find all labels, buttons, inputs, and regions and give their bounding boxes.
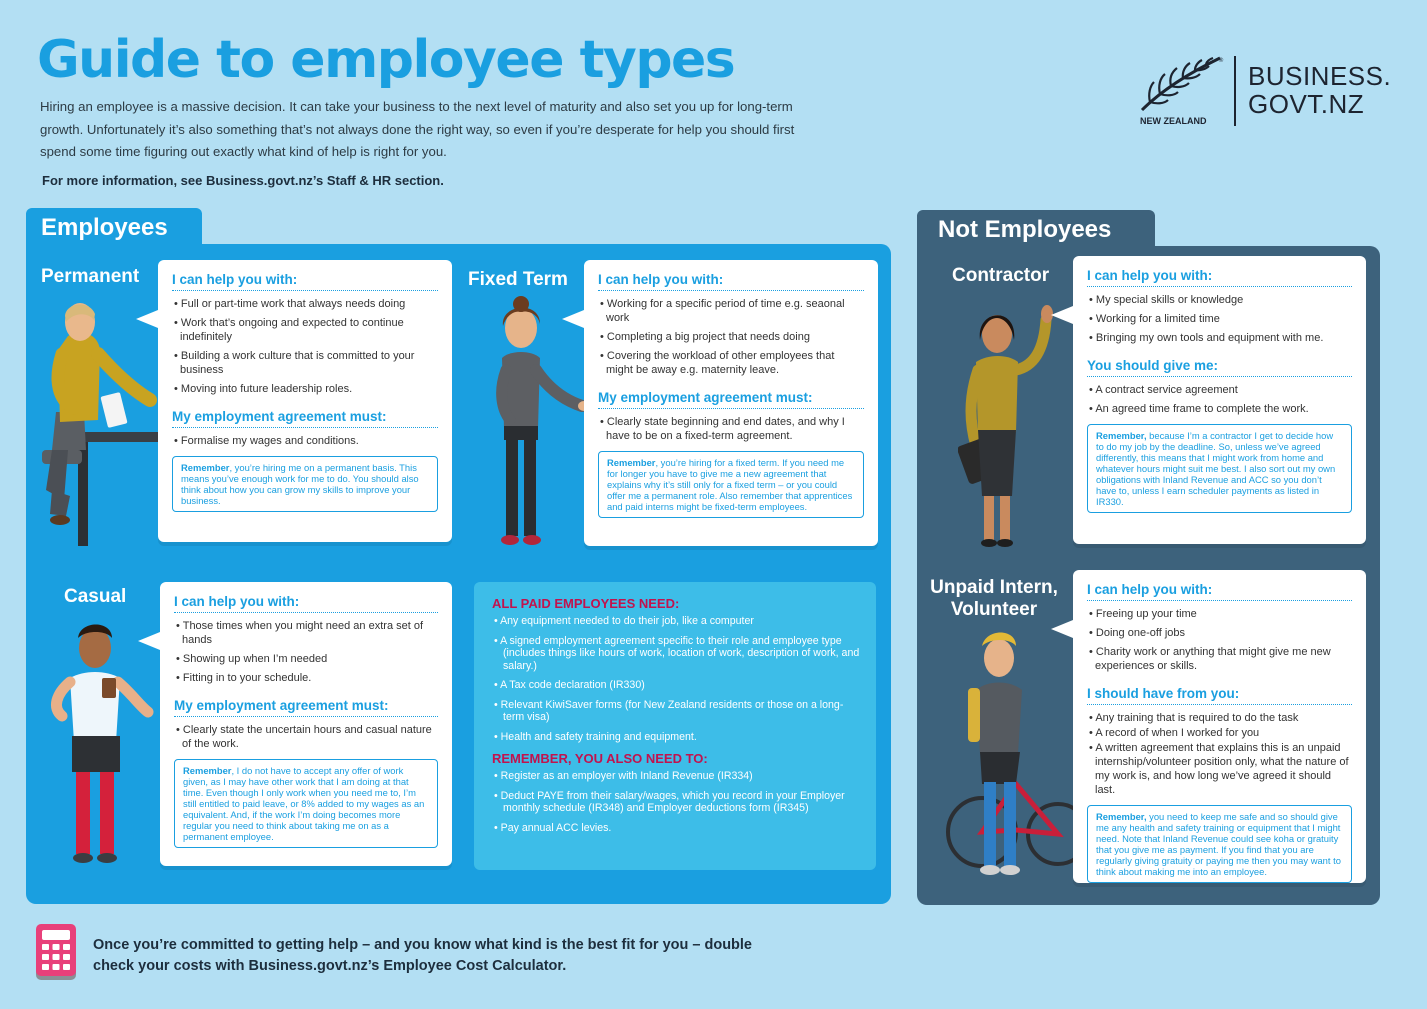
contractor-give-list (1087, 383, 1352, 416)
fixed-help-heading: I can help you with: (598, 272, 864, 291)
list-item: • Doing one-off jobs (1087, 626, 1352, 640)
fixed-term-role-title: Fixed Term (468, 269, 568, 290)
intern-role-line-1: Unpaid Intern, (930, 577, 1058, 598)
list-item: • A signed employment agreement specific to their role and employee type (includes things like hours of work, location of work, description of work, and salary.) (492, 635, 860, 673)
fixed-term-card (584, 260, 878, 546)
employees-heading: Employees (41, 214, 168, 241)
remember-label: Remember (183, 765, 232, 776)
permanent-must-list (172, 434, 438, 448)
intern-card (1073, 570, 1366, 883)
list-item: • Relevant KiwiSaver forms (for New Zealand residents or those on a long-term visa) (492, 699, 860, 724)
contractor-role-title: Contractor (952, 265, 1050, 286)
remember-label: Remember (181, 462, 230, 473)
list-item: • Register as an employer with Inland Revenue (IR334) (492, 770, 860, 783)
list-item: • A contract service agreement (1087, 383, 1352, 397)
contractor-person-illustration (958, 300, 1068, 550)
list-item: • Any training that is required to do the task (1087, 711, 1352, 725)
permanent-person-illustration (38, 300, 160, 548)
intern-person-illustration (946, 624, 1076, 880)
casual-help-list (174, 619, 438, 685)
casual-card (160, 582, 452, 866)
casual-must-heading: My employment agreement must: (174, 698, 438, 717)
list-item: • Formalise my wages and conditions. (172, 434, 438, 448)
remember-text: because I’m a contractor I get to decide how to do my job by the deadline. So, unless we’ve agreed differently, this means that I might work from home and whatever hours might suit me best. I also sort out my own obligations with Inland Revenue and ACC so you don’t have to, unless I earn scheduler payments as listed in IR330. (1096, 430, 1336, 507)
intro-paragraph: Hiring an employee is a massive decision. It can take your business to the next level of maturity and also set you up for long-term growth. Unfortunately it’s also something that’s not always done the right way, so even if you’re desperate for help you should first spend some time figuring out exactly what kind of help is right for you. (40, 99, 795, 159)
not-employees-heading: Not Employees (938, 216, 1112, 243)
fixed-must-heading: My employment agreement must: (598, 390, 864, 409)
contractor-help-heading: I can help you with: (1087, 268, 1352, 287)
permanent-help-heading: I can help you with: (172, 272, 438, 291)
permanent-role-title: Permanent (41, 266, 140, 287)
logo-line-2: GOVT.NZ (1248, 89, 1365, 119)
list-item: • Bringing my own tools and equipment with me. (1087, 331, 1352, 345)
svg-text:®: ® (1218, 57, 1224, 64)
list-item: • Working for a limited time (1087, 312, 1352, 326)
list-item: • Full or part-time work that always needs doing (172, 297, 438, 311)
intern-remember-box (1087, 805, 1352, 883)
list-item: • Any equipment needed to do their job, like a computer (492, 615, 860, 628)
remember-label: Remember (607, 457, 656, 468)
list-item: • A Tax code declaration (IR330) (492, 679, 860, 692)
casual-must-list (174, 723, 438, 751)
logo-wordmark (1248, 62, 1391, 118)
page-title: Guide to employee types (37, 30, 735, 90)
casual-remember-box (174, 759, 438, 848)
logo-line-1: BUSINESS. (1248, 61, 1392, 91)
casual-help-heading: I can help you with: (174, 594, 438, 613)
permanent-help-list (172, 297, 438, 396)
list-item: • Clearly state beginning and end dates, and why I have to be on a fixed-term agreement. (598, 415, 864, 443)
list-item: • Showing up when I’m needed (174, 652, 438, 666)
list-item: • A record of when I worked for you (1087, 726, 1352, 740)
remember-text: , I do not have to accept any offer of work given, as I may have other work that I am doing at that time. Even though I only work when you need me to, I’m still entitled to paid leave, or 8% added to my wages as an equivalent. And, if the work I’m doing becomes more regular you need to think about taking me on as a permanent employee. (183, 765, 425, 842)
footer-callout[interactable]: Once you’re committed to getting help – and you know what kind is the best fit for you – double check your costs with Business.govt.nz’s Employee Cost Calculator. (93, 937, 752, 974)
remember-text: , you’re hiring for a fixed term. If you need me for longer you have to give me a new agreement that explains why it’s still only for a fixed term – or you could offer me a permanent role. Also remember that apprentices and paid interns might be fixed-term employees. (607, 457, 853, 512)
contractor-help-list (1087, 293, 1352, 345)
fixed-term-person-illustration (488, 296, 588, 548)
list-item: • A written agreement that explains this is an unpaid internship/volunteer position only, what the nature of my work is, and how long we’ve agreed it should last. (1087, 741, 1352, 797)
fixed-help-list (598, 297, 864, 377)
logo-divider (1234, 56, 1236, 126)
fixed-must-list (598, 415, 864, 443)
remember-label: Remember, (1096, 811, 1147, 822)
paid-heading-1: ALL PAID EMPLOYEES NEED: (492, 596, 680, 611)
list-item: • An agreed time frame to complete the work. (1087, 402, 1352, 416)
logo-country: NEW ZEALAND (1140, 116, 1207, 126)
intern-help-list (1087, 607, 1352, 673)
business-govt-logo[interactable] (1138, 54, 1392, 130)
list-item: • Building a work culture that is committed to your business (172, 349, 438, 377)
intern-have-heading: I should have from you: (1087, 686, 1352, 705)
fixed-remember-box (598, 451, 864, 518)
contractor-card (1073, 256, 1366, 544)
list-item: • Charity work or anything that might give me new experiences or skills. (1087, 645, 1352, 673)
list-item: • Freeing up your time (1087, 607, 1352, 621)
list-item: • Health and safety training and equipment. (492, 731, 860, 744)
intern-role-title (922, 577, 1066, 621)
list-item: • Clearly state the uncertain hours and casual nature of the work. (174, 723, 438, 751)
paid-list-2 (492, 770, 860, 834)
paid-employees-box (474, 582, 876, 870)
list-item: • Fitting in to your schedule. (174, 671, 438, 685)
intern-help-heading: I can help you with: (1087, 582, 1352, 601)
remember-text: , you’re hiring me on a permanent basis. This means you’ve enough work for me to do. You should also think about how you can grow my skills to improve your business. (181, 462, 419, 506)
list-item: • Completing a big project that needs doing (598, 330, 864, 344)
list-item: • My special skills or knowledge (1087, 293, 1352, 307)
list-item: • Moving into future leadership roles. (172, 382, 438, 396)
calculator-icon[interactable] (34, 924, 78, 980)
list-item: • Working for a specific period of time e.g. seaonal work (598, 297, 864, 325)
permanent-must-heading: My employment agreement must: (172, 409, 438, 428)
permanent-remember-box (172, 456, 438, 512)
casual-person-illustration (40, 614, 160, 866)
silver-fern-icon (1138, 54, 1226, 114)
paid-heading-2: REMEMBER, YOU ALSO NEED TO: (492, 751, 708, 766)
contractor-give-heading: You should give me: (1087, 358, 1352, 377)
list-item: • Deduct PAYE from their salary/wages, which you record in your Employer monthly schedule (IR348) and Employer deductions form (IR345) (492, 790, 860, 815)
permanent-card (158, 260, 452, 542)
list-item: • Those times when you might need an extra set of hands (174, 619, 438, 647)
intern-role-line-2: Volunteer (950, 599, 1038, 620)
contractor-remember-box (1087, 424, 1352, 513)
list-item: • Work that’s ongoing and expected to continue indefinitely (172, 316, 438, 344)
remember-label: Remember, (1096, 430, 1147, 441)
intern-have-list (1087, 711, 1352, 797)
paid-list-1 (492, 615, 860, 743)
casual-role-title: Casual (64, 586, 127, 607)
list-item: • Pay annual ACC levies. (492, 822, 860, 835)
more-info-link[interactable]: For more information, see Business.govt.nz’s Staff & HR section. (42, 173, 444, 188)
remember-text: you need to keep me safe and so should give me any health and safety training or equipment that I might need. Note that Inland Revenue could see koha or gratuity that you give me as payment. If you find that you are regularly giving gratuity or paying me then you may want to think about making me into an employee. (1096, 811, 1341, 877)
list-item: • Covering the workload of other employees that might be away e.g. maternity leave. (598, 349, 864, 377)
